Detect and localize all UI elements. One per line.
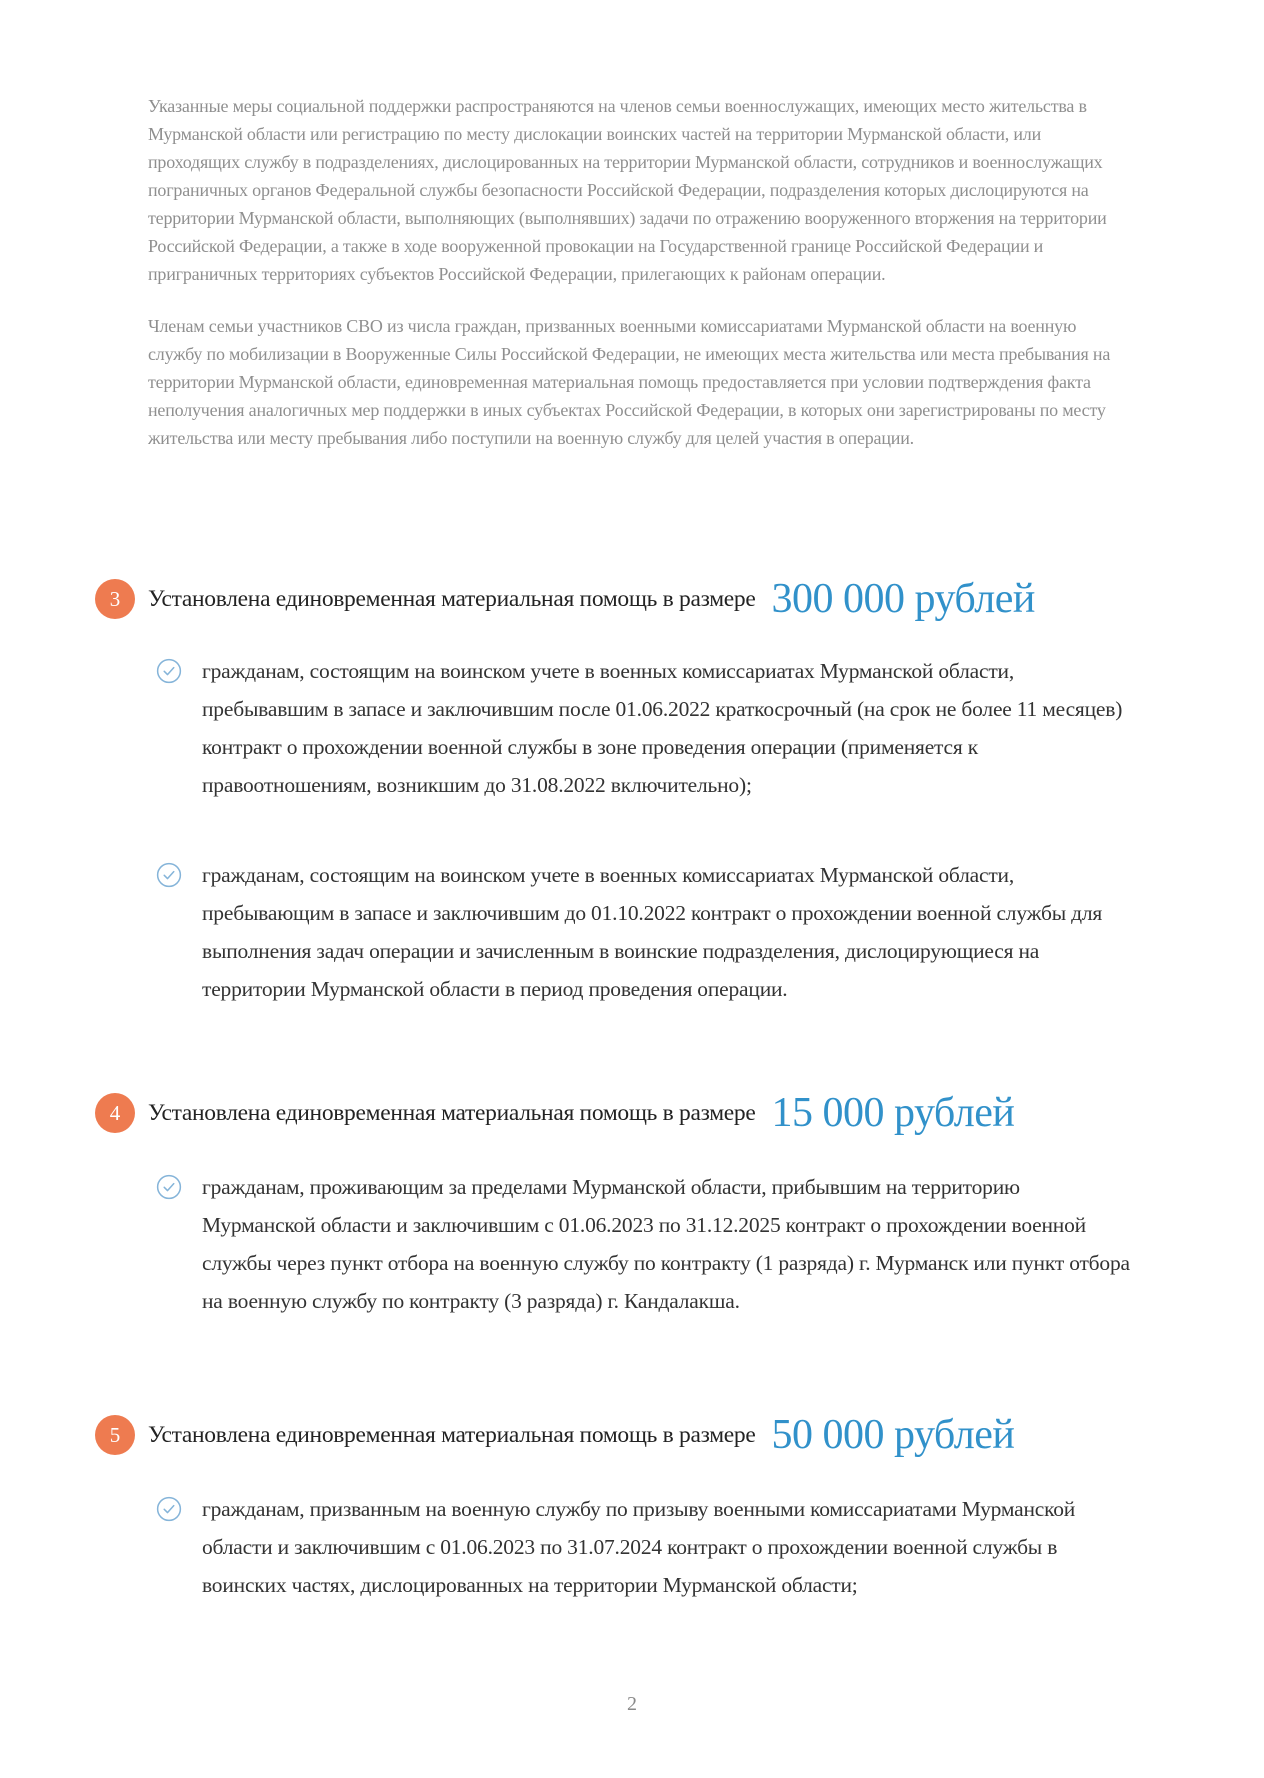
intro-paragraph-2: Членам семьи участников СВО из числа граждан, призванных военными комиссариатами Мурманской области на военную службу по мобилизации в Вооруженные Силы Российской Федерации, не имеющих места жительства или места пребывания на территории Мурманской области, единовременная материальная помощь предоставляется при условии подтверждения факта неполучения аналогичных мер поддержки в иных субъектах Российской Федерации, в которых они зарегистрированы по месту жительства или месту пребывания либо поступили на военную службу для целей участия в операции. (148, 316, 1111, 448)
bullet-text: гражданам, состоящим на воинском учете в военных комиссариатах Мурманской области, пребывавшим в запасе и заключившим после 01.06.2022 краткосрочный (на срок не более 11 месяцев) контракт о прохождении военной службы в зоне проведения операции (применяется к правоотношениям, возникшим до 31.08.2022 включительно); (202, 659, 1123, 797)
check-circle-icon (156, 1174, 182, 1200)
bullet-text: гражданам, состоящим на воинском учете в военных комиссариатах Мурманской области, пребывающим в запасе и заключившим до 01.10.2022 контракт о прохождении военной службы для выполнения задач операции и зачисленным в воинские подразделения, дислоцирующиеся на территории Мурманской области в период проведения операции. (202, 863, 1103, 1001)
item-4-amount: 15 000 рублей (771, 1090, 1015, 1136)
item-5-bullets (148, 1490, 1134, 1604)
list-item (148, 652, 1134, 804)
item-3-bullets (148, 652, 1134, 1008)
check-circle-icon (156, 1496, 182, 1522)
bullet-text: гражданам, проживающим за пределами Мурманской области, прибывшим на территорию Мурманской области и заключившим с 01.06.2023 по 31.12.2025 контракт о прохождении военной службы через пункт отбора на военную службу по контракту (1 разряда) г. Мурманск или пункт отбора на военную службу по контракту (3 разряда) г. Кандалакша. (202, 1175, 1130, 1313)
page-number: 2 (627, 1693, 637, 1715)
intro-paragraph-1: Указанные меры социальной поддержки распространяются на членов семьи военнослужащих, имеющих место жительства в Мурманской области или регистрацию по месту дислокации воинских частей на территории Мурманской области, или проходящих службу в подразделениях, дислоцированных на территории Мурманской области, сотрудников и военнослужащих пограничных органов Федеральной службы безопасности Российской Федерации, подразделения которых дислоцируются на территории Мурманской области, выполняющих (выполнявших) задачи по отражению вооруженного вторжения на территории Российской Федерации, а также в ходе вооруженной провокации на Государственной границе Российской Федерации и приграничных территориях субъектов Российской Федерации, прилегающих к районам операции. (148, 96, 1107, 284)
check-circle-icon (156, 658, 182, 684)
item-3-number-badge: 3 (95, 579, 135, 619)
item-4-number-badge: 4 (95, 1093, 135, 1133)
item-4-heading: Установлена единовременная материальная помощь в размере (148, 1099, 756, 1126)
item-4-bullets (148, 1168, 1134, 1320)
item-5-amount: 50 000 рублей (771, 1412, 1015, 1458)
item-3-heading: Установлена единовременная материальная помощь в размере (148, 585, 756, 612)
item-5-header (95, 1414, 1134, 1456)
list-item (148, 856, 1134, 1008)
list-item (148, 1168, 1134, 1320)
item-5-heading: Установлена единовременная материальная помощь в размере (148, 1421, 756, 1448)
item-3-header (95, 578, 1134, 620)
list-item (148, 1490, 1134, 1604)
bullet-text: гражданам, призванным на военную службу по призыву военными комиссариатами Мурманской области и заключившим с 01.06.2023 по 31.07.2024 контракт о прохождении военной службы в воинских частях, дислоцированных на территории Мурманской области; (202, 1497, 1076, 1597)
item-5-number-badge: 5 (95, 1415, 135, 1455)
item-4-header (95, 1092, 1134, 1134)
item-3-amount: 300 000 рублей (771, 576, 1035, 622)
check-circle-icon (156, 862, 182, 888)
